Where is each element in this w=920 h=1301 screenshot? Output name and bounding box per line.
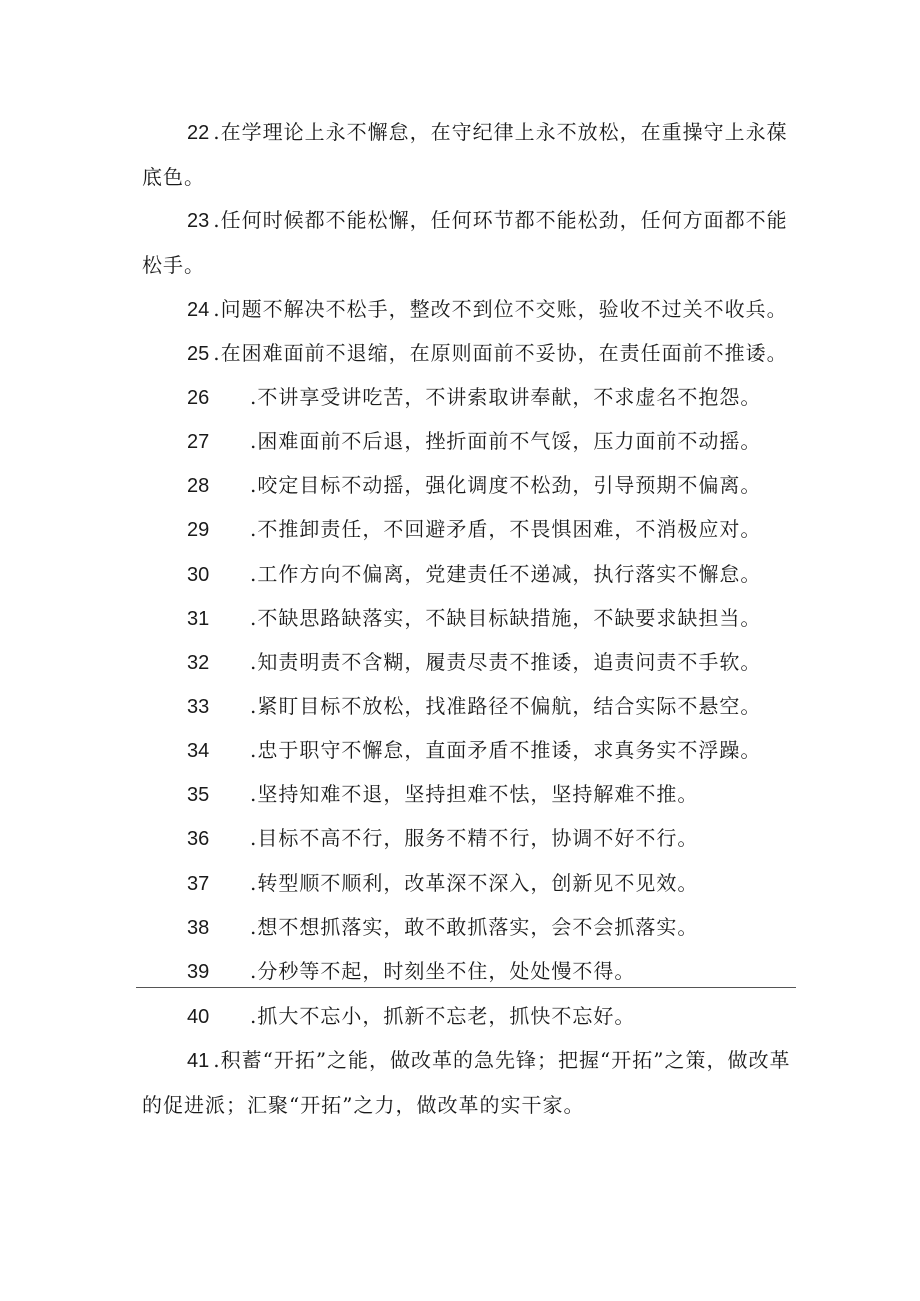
list-item bbox=[142, 287, 798, 332]
list-item bbox=[142, 684, 798, 729]
list-item bbox=[142, 772, 798, 817]
item-text: .问题不解决不松手，整改不到位不交账，验收不过关不收兵。 bbox=[213, 297, 788, 321]
item-text: .不讲享受讲吃苦，不讲索取讲奉献，不求虚名不抱怨。 bbox=[250, 385, 762, 409]
item-number: 34 bbox=[187, 740, 210, 762]
item-number: 35 bbox=[187, 784, 210, 806]
item-number: 32 bbox=[187, 652, 210, 674]
item-text: .忠于职守不懈怠，直面矛盾不推诿，求真务实不浮躁。 bbox=[250, 738, 762, 762]
item-text: .困难面前不后退，挫折面前不气馁，压力面前不动摇。 bbox=[250, 429, 762, 453]
item-number: 23 bbox=[187, 210, 210, 232]
item-text: .分秒等不起，时刻坐不住，处处慢不得。 bbox=[250, 959, 636, 983]
item-text: .知责明责不含糊，履责尽责不推诿，追责问责不手软。 bbox=[250, 650, 762, 674]
item-text: .任何时候都不能松懈，任何环节都不能松劲，任何方面都不能松手。 bbox=[142, 208, 788, 277]
list-item bbox=[142, 816, 798, 861]
item-number: 38 bbox=[187, 917, 210, 939]
item-number: 29 bbox=[187, 519, 210, 541]
item-number: 22 bbox=[187, 122, 210, 144]
list-item bbox=[142, 905, 798, 950]
list-item bbox=[142, 552, 798, 597]
item-text: .坚持知难不退，坚持担难不怯，坚持解难不推。 bbox=[250, 782, 699, 806]
item-text: .转型顺不顺利，改革深不深入，创新见不见效。 bbox=[250, 871, 699, 895]
item-number: 40 bbox=[187, 1006, 210, 1028]
item-text: .不推卸责任，不回避矛盾，不畏惧困难，不消极应对。 bbox=[250, 517, 762, 541]
list-item bbox=[142, 419, 798, 464]
item-number: 31 bbox=[187, 608, 210, 630]
list-item bbox=[142, 728, 798, 773]
item-number: 24 bbox=[187, 299, 210, 321]
list-item bbox=[142, 596, 798, 641]
item-text: .在困难面前不退缩，在原则面前不妥协，在责任面前不推诿。 bbox=[213, 341, 788, 365]
list-item bbox=[142, 640, 798, 685]
item-text: .在学理论上永不懈怠，在守纪律上永不放松，在重操守上永葆底色。 bbox=[142, 120, 788, 189]
item-number: 41 bbox=[187, 1050, 210, 1072]
item-number: 33 bbox=[187, 696, 210, 718]
item-text: .目标不高不行，服务不精不行，协调不好不行。 bbox=[250, 826, 699, 850]
list-item bbox=[142, 1038, 798, 1127]
item-text: .积蓄“开拓”之能，做改革的急先锋；把握“开拓”之策，做改革的促进派；汇聚“开拓”之力，做改革的实干家。 bbox=[142, 1048, 791, 1117]
page-divider bbox=[136, 987, 796, 988]
list-item bbox=[142, 331, 798, 376]
item-number: 27 bbox=[187, 431, 210, 453]
item-text: .咬定目标不动摇，强化调度不松劲，引导预期不偏离。 bbox=[250, 473, 762, 497]
item-text: .工作方向不偏离，党建责任不递减，执行落实不懈怠。 bbox=[250, 562, 762, 586]
list-item bbox=[142, 507, 798, 552]
list-item bbox=[142, 994, 798, 1039]
item-text: .不缺思路缺落实，不缺目标缺措施，不缺要求缺担当。 bbox=[250, 606, 762, 630]
list-item bbox=[142, 463, 798, 508]
item-text: .想不想抓落实，敢不敢抓落实，会不会抓落实。 bbox=[250, 915, 699, 939]
item-number: 39 bbox=[187, 961, 210, 983]
item-number: 28 bbox=[187, 475, 210, 497]
item-number: 26 bbox=[187, 387, 210, 409]
list-item bbox=[142, 198, 798, 287]
item-text: .抓大不忘小，抓新不忘老，抓快不忘好。 bbox=[250, 1004, 636, 1028]
item-text: .紧盯目标不放松，找准路径不偏航，结合实际不悬空。 bbox=[250, 694, 762, 718]
list-item bbox=[142, 861, 798, 906]
item-number: 30 bbox=[187, 564, 210, 586]
list-item bbox=[142, 375, 798, 420]
list-item bbox=[142, 110, 798, 199]
item-number: 36 bbox=[187, 828, 210, 850]
item-number: 37 bbox=[187, 873, 210, 895]
item-number: 25 bbox=[187, 343, 210, 365]
